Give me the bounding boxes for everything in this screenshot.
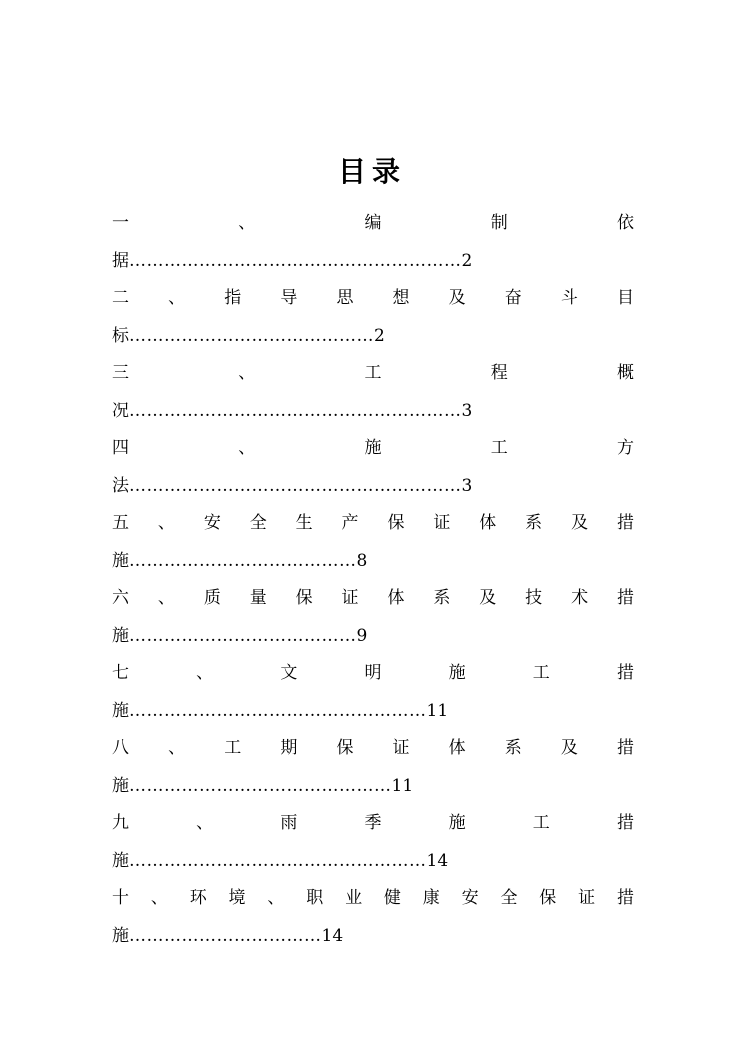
toc-leader-dots: ………………………………… <box>129 551 357 571</box>
toc-heading-char: 证 <box>341 588 359 608</box>
toc-heading-char: 二 <box>112 288 129 308</box>
toc-heading-char: 方 <box>617 438 634 458</box>
toc-heading-char: 九 <box>112 813 129 833</box>
toc-heading-char: 证 <box>578 888 596 908</box>
toc-heading-char: 想 <box>392 288 410 308</box>
toc-entry-heading-line <box>112 805 634 842</box>
toc-heading-char: 措 <box>616 588 634 608</box>
toc-heading-char: 及 <box>560 738 578 758</box>
toc-heading-char: 体 <box>479 513 497 533</box>
page-title: 目录 <box>337 155 406 188</box>
toc-heading-char: 、 <box>157 588 175 608</box>
toc-page-number: 3 <box>461 476 473 496</box>
toc-heading-char: 保 <box>539 888 557 908</box>
toc-heading-char: 保 <box>336 738 354 758</box>
toc-heading-char: 程 <box>490 363 508 383</box>
toc-heading-char: 系 <box>525 513 543 533</box>
toc-heading-char: 措 <box>616 513 634 533</box>
toc-heading-char: 斗 <box>560 288 578 308</box>
toc-page-number: 2 <box>461 251 473 271</box>
toc-heading-char: 施 <box>448 663 466 683</box>
toc-heading-char: 证 <box>433 513 451 533</box>
toc-heading-char: 措 <box>616 813 634 833</box>
toc-entry[interactable] <box>112 880 634 955</box>
toc-heading-char: 、 <box>196 663 214 683</box>
toc-heading-char: 质 <box>203 588 221 608</box>
toc-entry[interactable] <box>112 805 634 880</box>
toc-heading-char: 职 <box>306 888 324 908</box>
toc-entry[interactable] <box>112 730 634 805</box>
toc-heading-last-char: 法 <box>112 476 129 496</box>
toc-heading-char: 环 <box>189 888 207 908</box>
toc-entry-heading-line <box>112 730 634 767</box>
toc-page-number: 14 <box>426 851 449 871</box>
toc-heading-char: 一 <box>112 213 129 233</box>
toc-heading-char: 、 <box>238 363 256 383</box>
toc-heading-char: 体 <box>387 588 405 608</box>
toc-leader-dots: ………………………………… <box>129 626 357 646</box>
toc-heading-char: 、 <box>168 288 186 308</box>
toc-leader-dots: …………………………………………… <box>129 701 427 721</box>
toc-page-number: 3 <box>461 401 473 421</box>
toc-heading-char: 全 <box>500 888 518 908</box>
toc-heading-char: 保 <box>295 588 313 608</box>
toc-heading-last-char: 施 <box>112 626 129 646</box>
toc-entry-page-line <box>112 617 634 655</box>
toc-heading-char: 及 <box>479 588 497 608</box>
toc-entry-page-line <box>112 767 634 805</box>
toc-entry[interactable] <box>112 505 634 580</box>
toc-heading-char: 证 <box>392 738 410 758</box>
table-of-contents <box>112 205 634 955</box>
toc-entry-page-line <box>112 917 634 955</box>
toc-heading-char: 六 <box>112 588 129 608</box>
toc-heading-char: 安 <box>203 513 221 533</box>
toc-entry-page-line <box>112 542 634 580</box>
toc-leader-dots: ………………………………………………… <box>129 251 462 271</box>
toc-heading-char: 指 <box>224 288 242 308</box>
toc-heading-last-char: 标 <box>112 326 129 346</box>
toc-heading-char: 四 <box>112 438 129 458</box>
toc-page-number: 2 <box>374 326 385 346</box>
toc-heading-char: 术 <box>571 588 589 608</box>
toc-entry-heading-line <box>112 205 634 242</box>
toc-heading-char: 工 <box>224 738 242 758</box>
toc-heading-char: 施 <box>364 438 382 458</box>
toc-entry[interactable] <box>112 355 634 430</box>
toc-heading-char: 、 <box>196 813 214 833</box>
toc-heading-char: 工 <box>532 813 550 833</box>
toc-entry-page-line <box>112 467 634 505</box>
toc-entry-heading-line <box>112 580 634 617</box>
toc-heading-last-char: 施 <box>112 776 129 796</box>
toc-heading-char: 、 <box>267 888 285 908</box>
toc-heading-char: 、 <box>168 738 186 758</box>
toc-heading-char: 健 <box>383 888 401 908</box>
toc-heading-char: 系 <box>433 588 451 608</box>
toc-entry[interactable] <box>112 580 634 655</box>
toc-heading-char: 明 <box>364 663 382 683</box>
toc-leader-dots: …………………………………………… <box>129 851 427 871</box>
toc-heading-last-char: 据 <box>112 251 129 271</box>
toc-heading-char: 五 <box>112 513 129 533</box>
toc-heading-char: 编 <box>364 213 382 233</box>
toc-heading-char: 系 <box>504 738 522 758</box>
toc-heading-last-char: 施 <box>112 851 129 871</box>
toc-heading-last-char: 施 <box>112 926 129 946</box>
toc-heading-char: 工 <box>364 363 382 383</box>
toc-heading-char: 技 <box>525 588 543 608</box>
toc-heading-last-char: 施 <box>112 551 129 571</box>
toc-heading-char: 量 <box>249 588 267 608</box>
toc-heading-char: 十 <box>112 888 129 908</box>
toc-page-number: 11 <box>391 776 414 796</box>
toc-heading-char: 目 <box>616 288 634 308</box>
toc-heading-char: 措 <box>616 738 634 758</box>
toc-leader-dots: ………………………………………………… <box>129 476 462 496</box>
toc-heading-char: 体 <box>448 738 466 758</box>
toc-entry-page-line <box>112 692 634 730</box>
toc-heading-char: 、 <box>238 213 256 233</box>
toc-entry-page-line <box>112 392 634 430</box>
toc-leader-dots: ……………………………………… <box>129 776 392 796</box>
toc-heading-char: 康 <box>422 888 440 908</box>
toc-heading-char: 业 <box>345 888 363 908</box>
toc-heading-char: 、 <box>150 888 168 908</box>
toc-entry-heading-line <box>112 355 634 392</box>
toc-page-number: 8 <box>356 551 368 571</box>
toc-heading-char: 措 <box>616 663 634 683</box>
toc-page-number: 9 <box>356 626 368 646</box>
toc-heading-char: 奋 <box>504 288 522 308</box>
toc-heading-char: 三 <box>112 363 129 383</box>
toc-entry-page-line <box>112 317 634 355</box>
toc-entry-heading-line <box>112 880 634 917</box>
toc-entry[interactable] <box>112 655 634 730</box>
toc-leader-dots: …………………………… <box>129 926 322 946</box>
toc-heading-char: 八 <box>112 738 129 758</box>
toc-heading-char: 工 <box>490 438 508 458</box>
toc-heading-char: 全 <box>249 513 267 533</box>
toc-heading-char: 、 <box>238 438 256 458</box>
toc-heading-char: 导 <box>280 288 298 308</box>
toc-heading-char: 思 <box>336 288 354 308</box>
toc-entry-page-line <box>112 242 634 280</box>
toc-entry[interactable] <box>112 205 634 280</box>
toc-leader-dots: …………………………………… <box>129 326 374 346</box>
toc-heading-char: 及 <box>571 513 589 533</box>
toc-entry[interactable] <box>112 280 634 355</box>
toc-heading-char: 工 <box>532 663 550 683</box>
toc-heading-char: 、 <box>157 513 175 533</box>
toc-heading-char: 境 <box>228 888 246 908</box>
toc-page-number: 11 <box>426 701 449 721</box>
toc-heading-char: 季 <box>364 813 382 833</box>
toc-heading-char: 保 <box>387 513 405 533</box>
toc-heading-char: 文 <box>280 663 298 683</box>
toc-heading-char: 期 <box>280 738 298 758</box>
toc-heading-char: 及 <box>448 288 466 308</box>
toc-heading-char: 制 <box>490 213 508 233</box>
toc-page-number: 14 <box>321 926 344 946</box>
toc-heading-char: 产 <box>341 513 359 533</box>
toc-heading-char: 措 <box>616 888 634 908</box>
toc-entry-heading-line <box>112 280 634 317</box>
toc-heading-char: 雨 <box>280 813 298 833</box>
toc-leader-dots: ………………………………………………… <box>129 401 462 421</box>
toc-entry-page-line <box>112 842 634 880</box>
toc-entry-heading-line <box>112 505 634 542</box>
toc-heading-last-char: 况 <box>112 401 129 421</box>
toc-entry-heading-line <box>112 655 634 692</box>
toc-heading-char: 施 <box>448 813 466 833</box>
toc-heading-char: 安 <box>461 888 479 908</box>
toc-entry[interactable] <box>112 430 634 505</box>
toc-heading-last-char: 施 <box>112 701 129 721</box>
toc-entry-heading-line <box>112 430 634 467</box>
toc-heading-char: 依 <box>617 213 634 233</box>
toc-heading-char: 七 <box>112 663 129 683</box>
toc-heading-char: 概 <box>617 363 634 383</box>
toc-heading-char: 生 <box>295 513 313 533</box>
